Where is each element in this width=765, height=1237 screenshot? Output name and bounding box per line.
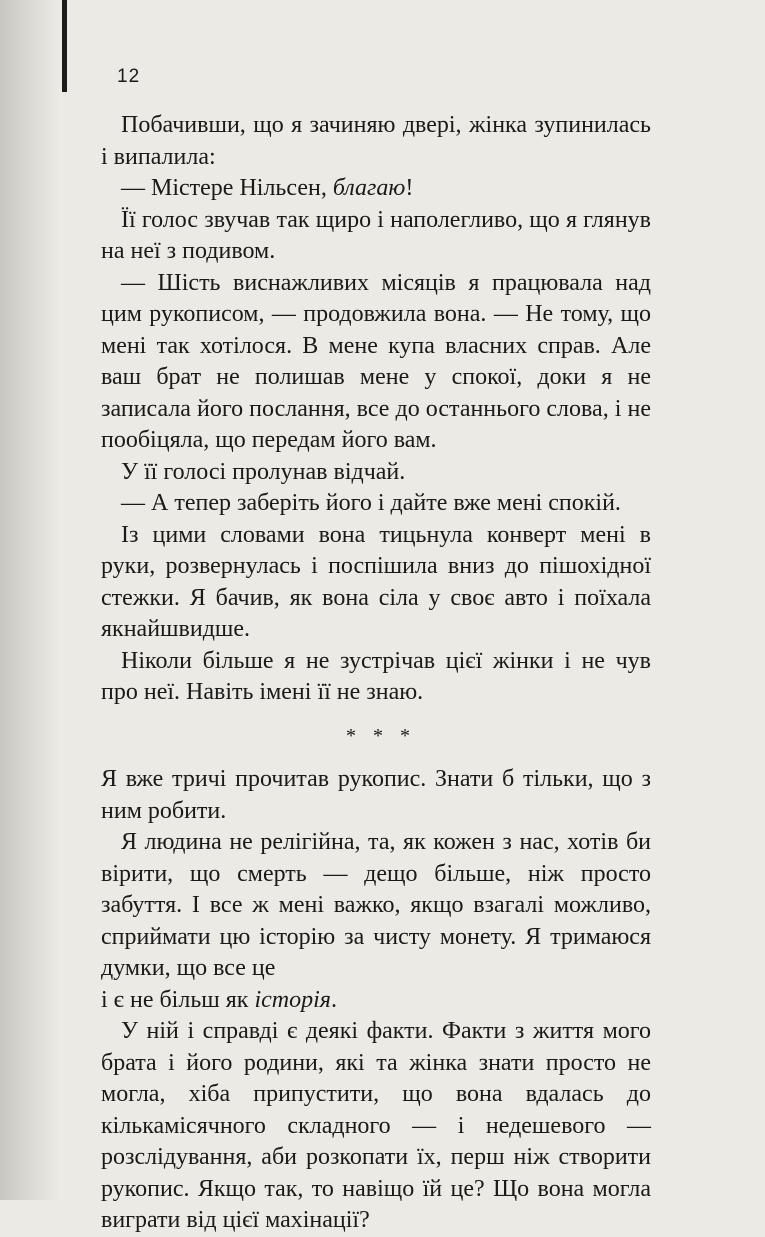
page-number: 12 xyxy=(117,66,141,87)
paragraph: — А тепер заберіть його і дайте вже мені спокій. xyxy=(121,490,621,516)
section-break: * * * xyxy=(346,724,416,747)
paragraph: Я вже тричі прочитав рукопис. Знати б тільки, що з ним робити. xyxy=(101,766,651,824)
paragraph: У ній і справді є деякі факти. Факти з життя мого брата і його родини, які та жінка знати просто не могла, хіба припустити, що вона вдалась до кількамісячного складного — і недешевого — розслідування, аби розкопати їх, перш ніж створити рукопис. Якщо так, то навіщо їй це? Що вона могла виграти від цієї махінації? xyxy=(101,1018,651,1233)
paragraph: — Шість виснажливих місяців я працювала над цим рукописом, — продовжила вона. — Не тому, що мені так хотілося. В мене купа власних справ. Але ваш брат не полишав мене у спокої, доки я не записала його послання, все до останнього слова, і не пообіцяла, що передам його вам. xyxy=(101,269,651,453)
body-text xyxy=(101,110,651,1237)
paragraph: Побачивши, що я зачиняю двері, жінка зупинилась і випалила: xyxy=(101,112,651,170)
paragraph: У її голосі пролунав відчай. xyxy=(121,458,406,485)
binding-shadow xyxy=(0,0,60,1200)
paragraph: Ніколи більше я не зустрічав цієї жінки і не чув про неї. Навіть імені її не знаю. xyxy=(101,647,651,705)
emphasis: благаю xyxy=(332,175,406,201)
paragraph: — Містере Нільсен, благаю! xyxy=(121,175,414,201)
binding-edge xyxy=(62,0,67,92)
paragraph: Я людина не релігійна, та, як кожен з нас, хотів би вірити, що смерть — дещо більше, ніж просто забуття. І все ж мені важко, якщо взагалі можливо, сприймати цю історію за чисту монету. Я тримаюся думки, що все це xyxy=(101,829,651,981)
paragraph: і є не більш як історія. xyxy=(101,986,337,1013)
paragraph: Її голос звучав так щиро і наполегливо, що я глянув на неї з подивом. xyxy=(101,206,651,264)
emphasis: історія xyxy=(254,986,331,1013)
paragraph: Із цими словами вона тицьнула конверт мені в руки, розвернулась і поспішила вниз до пішохідної стежки. Я бачив, як вона сіла у своє авто і поїхала якнайшвидше. xyxy=(101,521,651,642)
